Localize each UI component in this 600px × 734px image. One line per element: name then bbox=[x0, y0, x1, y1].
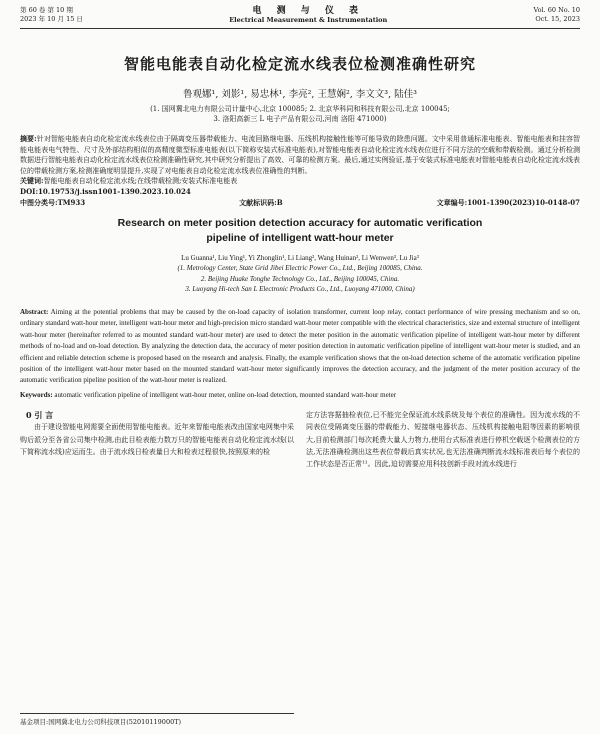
volume-issue-cn: 第 60 卷 第 10 期 bbox=[20, 6, 73, 14]
funding-footnote: 基金项目:国网冀北电力公司科技项目(52010119000T) bbox=[20, 713, 294, 726]
english-affiliation-line: 3. Luoyang Hi-tech San L Electronic Products Co., Ltd., Luoyang 471000, China) bbox=[185, 285, 415, 294]
chinese-abstract bbox=[20, 134, 580, 176]
chinese-affiliation-line: (1. 国网冀北电力有限公司计量中心,北京 100085; 2. 北京华科同和科技有限公司,北京 100045; bbox=[150, 105, 450, 113]
document-code: 文献标识码:B bbox=[239, 197, 283, 207]
date-cn: 2023 年 10 月 15 日 bbox=[20, 15, 83, 23]
header-right bbox=[534, 6, 580, 24]
abstract-label: Abstract: bbox=[20, 307, 49, 316]
chinese-title: 智能电能表自动化检定流水线表位检测准确性研究 bbox=[123, 55, 476, 73]
volume-issue-en: Vol. 60 No. 10 bbox=[533, 6, 580, 14]
journal-name-en: Electrical Measurement & Instrumentation bbox=[229, 16, 388, 24]
english-authors: Lu Guanna¹, Liu Ying¹, Yi Zhonglin¹, Li Liang², Wang Huinan², Li Wenwen³, Lu Jia³ bbox=[181, 254, 419, 263]
running-header bbox=[20, 6, 580, 25]
right-column bbox=[306, 409, 580, 470]
keywords-text: 智能电能表自动化检定流水线;在线带载检测;安装式标准电能表 bbox=[43, 177, 238, 186]
chinese-affiliations bbox=[20, 104, 580, 124]
chinese-authors: 鲁观娜¹, 刘影¹, 易忠林¹, 李亮², 王慧娴², 李文文³, 陆佳³ bbox=[183, 89, 417, 100]
header-left bbox=[20, 6, 83, 24]
classification-row bbox=[20, 198, 580, 209]
body-columns bbox=[20, 409, 580, 470]
journal-name-cn: 电 测 与 仪 表 bbox=[252, 6, 364, 16]
abstract-label: 摘要: bbox=[20, 134, 37, 143]
date-en: Oct. 15, 2023 bbox=[535, 15, 580, 23]
body-paragraph: 由于建设智能电网需要全面使用智能电能表。近年来智能电能表改由国家电网集中采购后派分至各省公司集中检测,由此目检表能力数万只的智能电能表自动化检定流水线(以下简称流水线)应运而生。由于流水线日检表量日大和检表过程很快,按照原来的检 bbox=[20, 423, 294, 456]
keywords-label: Keywords: bbox=[20, 390, 53, 399]
english-affiliation-line: 2. Beijing Huake Tonghe Technology Co., Ltd., Beijing 100045, China. bbox=[200, 274, 400, 283]
body-paragraph: 定方法容据抽检表位,已不能完全保证流水线系统及每个表位的准确性。因为流水线的不同表位受隔离变压器的带载能力、短接继电器状态、压线机构接触电阻等因素的影响很大,目前检测部门每次耗费大量人力物力,使用台式标准表进行停机空载逐个检测表位的方法,无法准确检测出这些表位带载后真实状况,也无法准确判断流水线标准表后每个表位的工作状态是否正常¹¹。因此,迫切需要应用科技创新手段对流水线进行 bbox=[306, 411, 580, 468]
chinese-affiliation-line: 3. 洛阳高新三 L 电子产品有限公司,河南 洛阳 471000) bbox=[213, 115, 387, 123]
clc-number: 中图分类号:TM933 bbox=[20, 197, 86, 207]
english-affiliations bbox=[20, 263, 580, 295]
header-center bbox=[229, 6, 387, 25]
chinese-keywords bbox=[20, 176, 580, 187]
abstract-text: Aiming at the potential problems that may be caused by the on-load capacity of isolation transformer, current loop relay, contact performance of wire pressing mechanism and so on, ordinary standard watt-hour meter, intelligent watt-hour meter and high-precision micro standard watt-hour meter compatible with the electrical characteristics, size and external structure of intelligent watt-hour meter (hereinafter referred to as mounted standard watt-hour meter) are used to detect the meter position in the automatic verification pipeline of intelligent watt-hour meter by different methods of no-load and on-load detection. By analyzing the detection data, the accuracy of meter position detection in automatic verification pipeline of intelligent watt-hour meter is studied, and an efficient and reliable detection scheme is proposed based on the research and analysis. Finally, the example verification shows that the on-load detection scheme of the automatic verification pipeline position of the intelligent watt-hour meter based on the mounted standard watt-hour meter significantly improves the detection accuracy, and the judgment of the meter position accuracy of the automatic verification pipeline position of the watt-hour meter is realized. bbox=[20, 307, 580, 385]
doi: DOI:10.19753/j.issn1001-1390.2023.10.024 bbox=[20, 186, 191, 196]
english-title-line: Research on meter position detection accuracy for automatic verification bbox=[117, 217, 483, 230]
abstract-text: 针对智能电能表自动化检定流水线表位由于隔离变压器带载能力、电流回路继电器、压线机构接触性能等可能导致的除患问题。文中采用普通标准电能表、智能电能表和挂容智能电能表电气特性、尺寸及外部结构相似的高精度微型标准电能表(以下简称安装式标准电能表),对智能电能表自动化检定流水线表位进行不同方法的空载和带载检测。通过分析检测数据进行智能电能表自动化检定流水线表位检测准确性研究,其中研究分析提出了高效、可靠的检测方案。最后,通过实例验证,基于安装式标准电能表对智能电能表自动化检定流水线表位的带载检测方案,检测准确度明显提升,实现了对电能表自动化检定流水线表位准确性的判断。 bbox=[20, 135, 580, 175]
english-affiliation-line: (1. Metrology Center, State Grid Jibei Electric Power Co., Ltd., Beijing 100085, China. bbox=[177, 264, 423, 273]
english-title bbox=[20, 216, 580, 246]
keywords-label: 关键词: bbox=[20, 176, 44, 186]
section-heading: 0 引 言 bbox=[26, 410, 54, 421]
left-column bbox=[20, 409, 294, 470]
english-abstract bbox=[20, 307, 580, 387]
english-title-line: pipeline of intelligent watt-hour meter bbox=[206, 232, 394, 245]
header-rule bbox=[20, 28, 580, 29]
keywords-text: automatic verification pipeline of intelligent watt-hour meter, online on-load detection, mounted standard watt-hour meter bbox=[54, 390, 397, 399]
article-number: 文章编号:1001-1390(2023)10-0148-07 bbox=[436, 197, 580, 207]
english-keywords bbox=[20, 390, 580, 401]
